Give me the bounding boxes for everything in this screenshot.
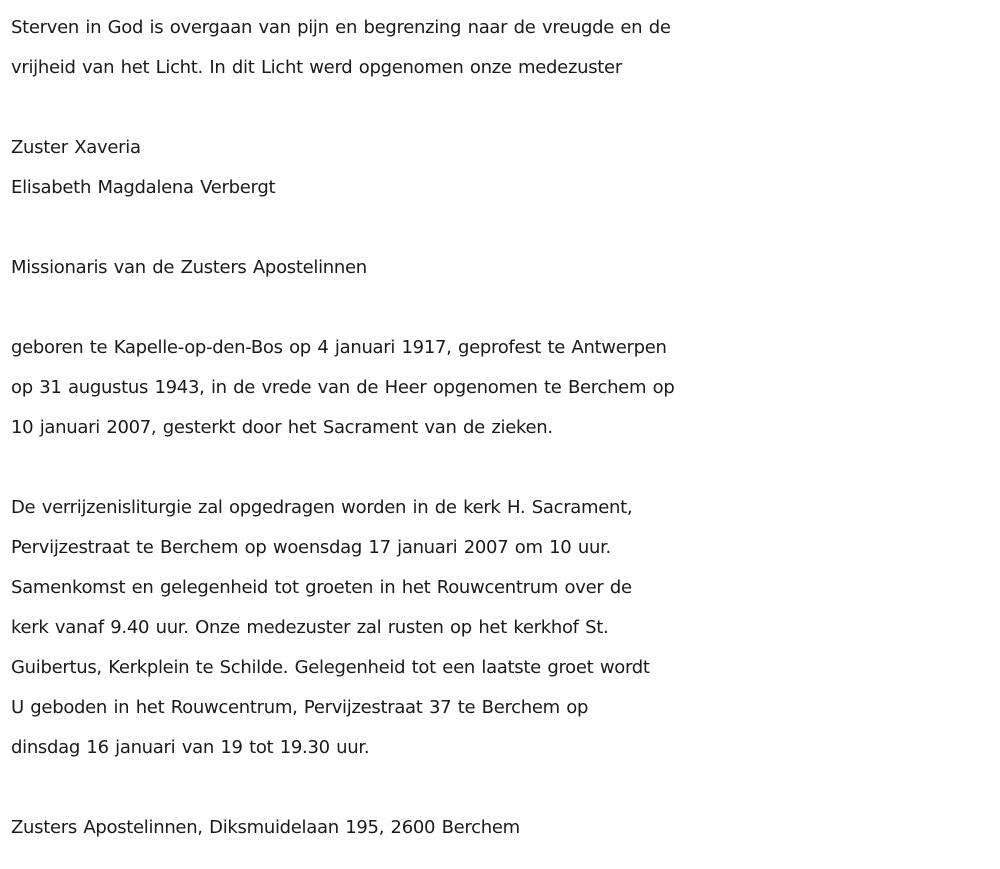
- biography-line: 10 januari 2007, gesterkt door het Sacrament van de zieken.: [11, 417, 553, 438]
- ceremony-paragraph: [11, 488, 996, 768]
- intro-line: Sterven in God is overgaan van pijn en begrenzing naar de vreugde en de: [11, 17, 671, 38]
- intro-line: vrijheid van het Licht. In dit Licht werd opgenomen onze medezuster: [11, 57, 622, 78]
- ceremony-line: dinsdag 16 januari van 19 tot 19.30 uur.: [11, 737, 370, 758]
- biography-paragraph: [11, 328, 996, 448]
- ceremony-line: U geboden in het Rouwcentrum, Pervijzestraat 37 te Berchem op: [11, 697, 589, 718]
- paragraph-spacer: [11, 768, 996, 808]
- address: Zusters Apostelinnen, Diksmuidelaan 195, 2600 Berchem: [11, 817, 520, 838]
- biography-line: geboren te Kapelle-op-den-Bos op 4 januari 1917, geprofest te Antwerpen: [11, 337, 667, 358]
- ceremony-line: Samenkomst en gelegenheid tot groeten in het Rouwcentrum over de: [11, 577, 632, 598]
- name-block: [11, 128, 996, 208]
- paragraph-spacer: [11, 448, 996, 488]
- ceremony-line: Guibertus, Kerkplein te Schilde. Gelegenheid tot een laatste groet wordt: [11, 657, 650, 678]
- obituary-document: [11, 8, 996, 848]
- ceremony-line: kerk vanaf 9.40 uur. Onze medezuster zal rusten op het kerkhof St.: [11, 617, 609, 638]
- paragraph-spacer: [11, 88, 996, 128]
- ceremony-line: Pervijzestraat te Berchem op woensdag 17 januari 2007 om 10 uur.: [11, 537, 611, 558]
- paragraph-spacer: [11, 208, 996, 248]
- biography-line: op 31 augustus 1943, in de vrede van de Heer opgenomen te Berchem op: [11, 377, 675, 398]
- ceremony-line: De verrijzenisliturgie zal opgedragen worden in de kerk H. Sacrament,: [11, 497, 633, 518]
- full-name: Elisabeth Magdalena Verbergt: [11, 177, 276, 198]
- religious-name: Zuster Xaveria: [11, 137, 141, 158]
- congregation: Missionaris van de Zusters Apostelinnen: [11, 257, 367, 278]
- intro-paragraph: [11, 8, 996, 88]
- paragraph-spacer: [11, 288, 996, 328]
